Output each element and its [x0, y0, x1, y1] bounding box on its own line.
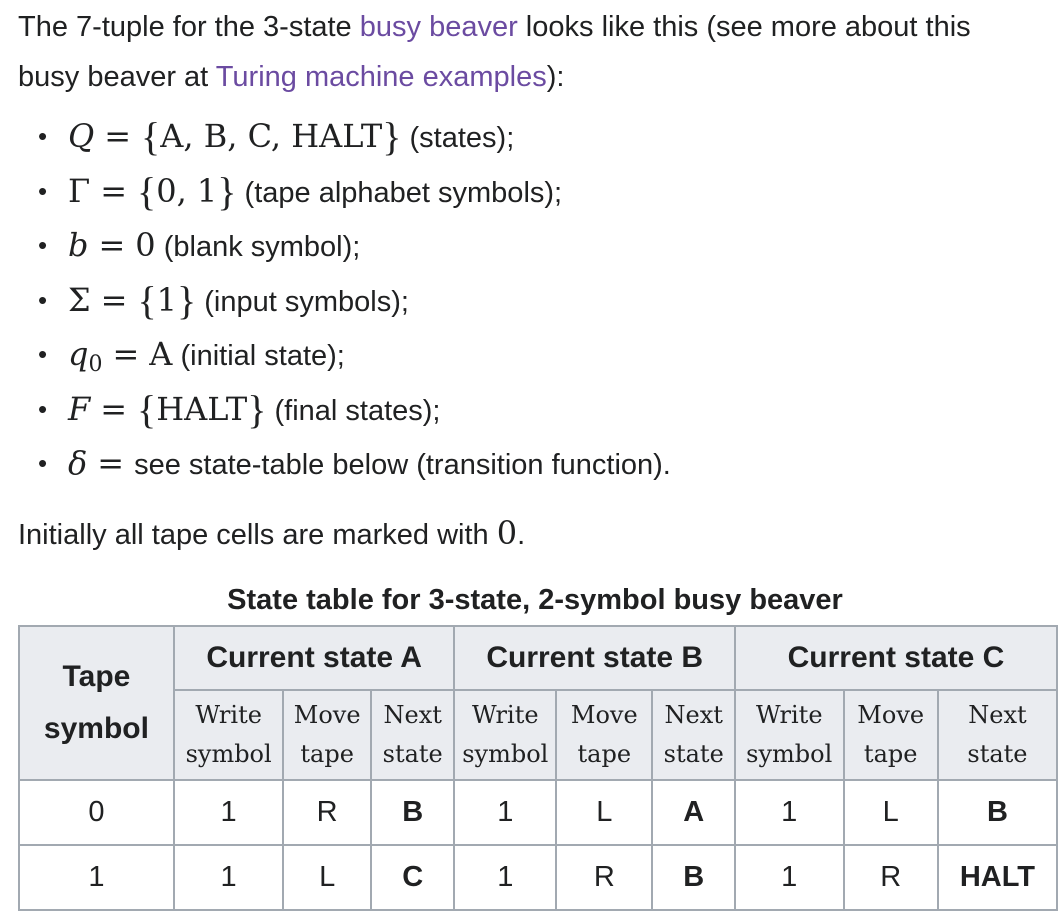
math-symbol: δ: [68, 444, 88, 482]
table-cell: R: [283, 780, 371, 845]
initial-text: Initially all tape cells are marked with: [18, 519, 497, 551]
math-operator: =: [112, 335, 140, 373]
table-cell: R: [556, 845, 652, 910]
math-brace: {: [137, 277, 157, 323]
bullet-icon: •: [38, 230, 48, 260]
math-brace: {: [137, 386, 157, 432]
move-tape-header: Move tape: [556, 690, 652, 780]
item-description: see state-table below (transition function).: [134, 449, 671, 481]
table-cell: L: [283, 845, 371, 910]
math-operator: =: [100, 280, 128, 319]
write-symbol-header: Write symbol: [735, 690, 844, 780]
item-description: (tape alphabet symbols);: [236, 176, 563, 209]
state-c-header: Current state C: [735, 626, 1057, 690]
item-description: (states);: [401, 122, 515, 154]
math-brace: }: [247, 386, 267, 432]
tape-symbol-cell: 1: [19, 845, 174, 910]
table-cell: B: [371, 780, 455, 845]
math-value: 1: [156, 280, 177, 319]
state-table: [18, 625, 1058, 911]
state-a-header: Current state A: [174, 626, 455, 690]
item-description: (blank symbol);: [155, 231, 361, 263]
bullet-icon: •: [38, 448, 48, 478]
intro-paragraph: [18, 0, 1028, 102]
math-brace: }: [382, 114, 402, 159]
list-item: [18, 436, 1058, 491]
header-line: Tape: [62, 660, 131, 693]
math-symbol: b: [68, 226, 89, 264]
math-subscript: 0: [88, 352, 103, 377]
bullet-icon: •: [38, 121, 48, 151]
math-brace: }: [177, 277, 197, 323]
math-value: 0, 1: [156, 171, 218, 210]
intro-text: looks like this (see more about this busy beaver at: [18, 11, 971, 93]
math-symbol: Σ: [68, 280, 91, 319]
move-tape-header: Move tape: [283, 690, 371, 780]
next-state-header: Next state: [652, 690, 735, 780]
math-operator: =: [100, 389, 128, 428]
table-cell: 1: [174, 780, 284, 845]
bullet-icon: •: [38, 284, 48, 315]
math-symbol: q: [68, 335, 89, 373]
list-item: [18, 273, 1058, 328]
table-cell: 1: [174, 845, 284, 910]
move-tape-header: Move tape: [844, 690, 938, 780]
item-description: (initial state);: [172, 340, 345, 372]
table-cell: 1: [735, 845, 844, 910]
math-value: A: [149, 335, 173, 373]
next-state-header: Next state: [938, 690, 1057, 780]
math-operator: =: [98, 226, 126, 264]
list-item: [18, 218, 1058, 273]
initial-paragraph: [18, 510, 525, 558]
list-item: [18, 109, 1058, 164]
write-symbol-header: Write symbol: [454, 690, 556, 780]
table-cell: HALT: [938, 845, 1057, 910]
math-operator: =: [100, 171, 128, 210]
bullet-icon: •: [38, 175, 48, 206]
tape-symbol-cell: 0: [19, 780, 174, 845]
header-line: symbol: [43, 712, 149, 745]
math-symbol: F: [68, 389, 91, 428]
table-cell: B: [938, 780, 1057, 845]
math-operator: =: [97, 444, 125, 482]
bullet-icon: •: [38, 339, 48, 369]
table-cell: L: [556, 780, 652, 845]
tuple-list: [18, 109, 1058, 491]
list-item: [18, 164, 1058, 219]
list-item: [18, 382, 1058, 437]
math-brace: }: [217, 168, 237, 214]
math-value: 0: [135, 226, 156, 264]
tape-symbol-header: [19, 626, 174, 780]
next-state-header: Next state: [371, 690, 455, 780]
table-row: [19, 780, 1057, 845]
table-header-row: [19, 626, 1057, 690]
busy-beaver-link[interactable]: busy beaver: [359, 11, 518, 43]
write-symbol-header: Write symbol: [174, 690, 284, 780]
list-item: [18, 327, 1058, 382]
item-description: (final states);: [266, 394, 441, 427]
table-cell: A: [652, 780, 735, 845]
math-symbol: Q: [68, 117, 95, 155]
table-subheader-row: [19, 690, 1057, 780]
table-cell: C: [371, 845, 455, 910]
math-brace: {: [137, 168, 157, 214]
table-cell: L: [844, 780, 938, 845]
table-cell: 1: [454, 780, 556, 845]
math-value: HALT: [156, 389, 248, 428]
math-operator: =: [104, 117, 132, 155]
math-value: A, B, C, HALT: [160, 117, 383, 155]
item-description: (input symbols);: [196, 285, 409, 318]
bullet-icon: •: [38, 393, 48, 424]
table-caption: State table for 3-state, 2-symbol busy beaver: [227, 584, 843, 616]
intro-text: ):: [546, 61, 565, 93]
math-brace: {: [141, 114, 161, 159]
article-content: [18, 0, 1058, 893]
intro-text: The 7-tuple for the 3-state: [18, 11, 360, 43]
table-cell: 1: [735, 780, 844, 845]
math-symbol: Γ: [68, 171, 91, 210]
table-row: [19, 845, 1057, 910]
table-cell: B: [652, 845, 735, 910]
math-value: 0: [496, 514, 518, 552]
state-b-header: Current state B: [454, 626, 735, 690]
table-cell: 1: [454, 845, 556, 910]
table-cell: R: [844, 845, 938, 910]
initial-text: .: [517, 519, 526, 551]
turing-machine-examples-link[interactable]: Turing machine examples: [215, 61, 547, 93]
